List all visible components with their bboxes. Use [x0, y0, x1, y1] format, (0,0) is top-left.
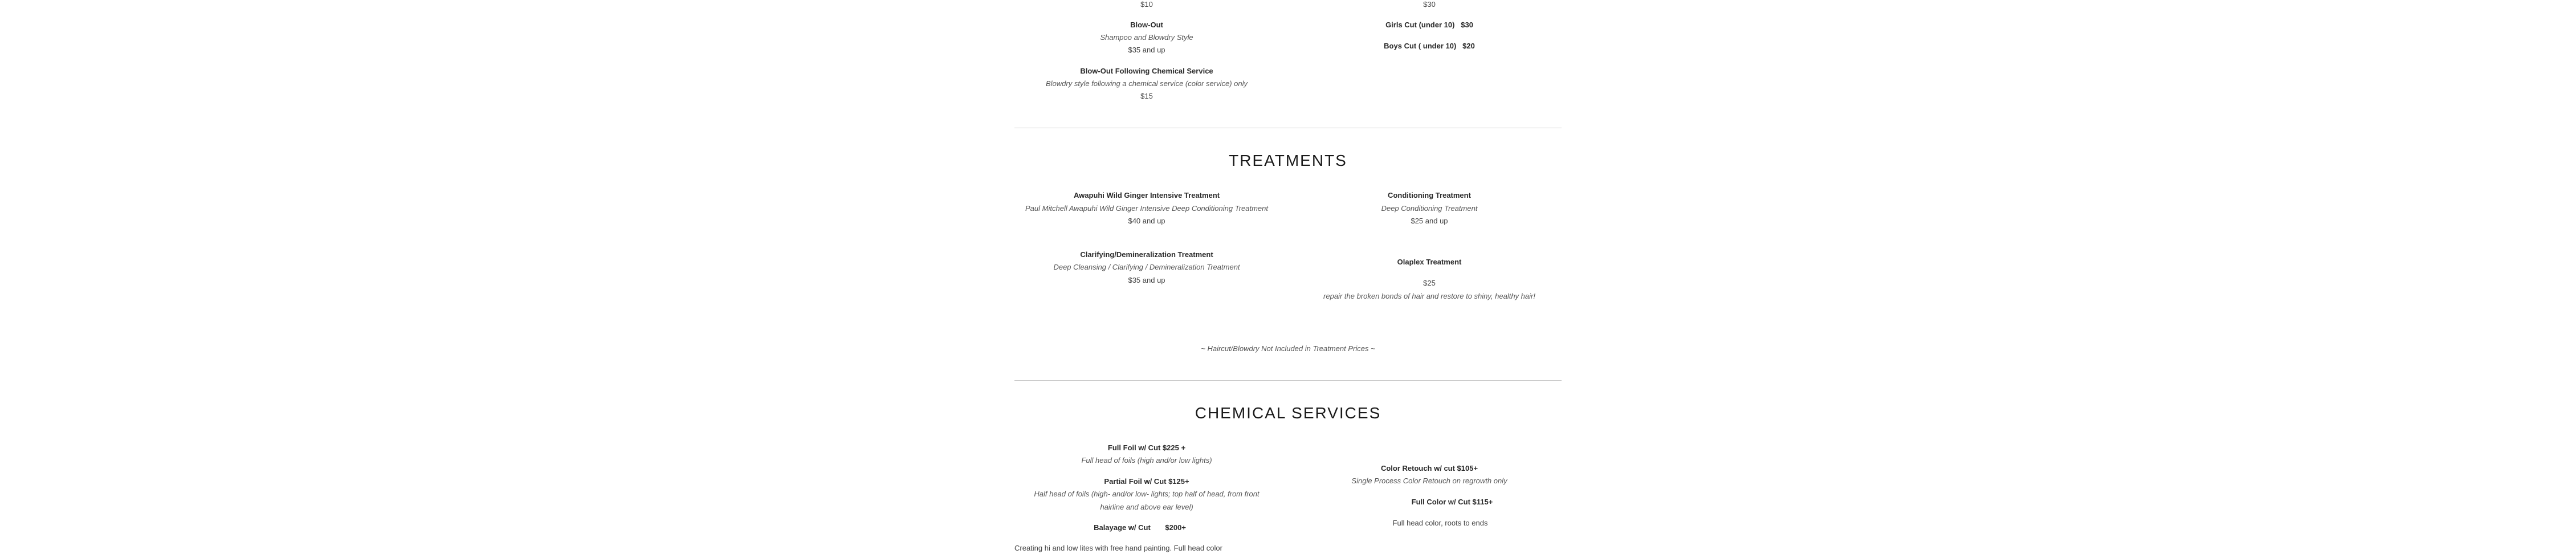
boys-cut: Boys Cut ( under 10) $20: [1384, 42, 1475, 50]
service-price: $40 and up: [1128, 217, 1165, 225]
service-title: Blow-Out Following Chemical Service: [1080, 67, 1213, 75]
service-title: Awapuhi Wild Ginger Intensive Treatment: [1073, 191, 1220, 199]
service-desc: Paul Mitchell Awapuhi Wild Ginger Intensive Deep Conditioning Treatment: [1025, 204, 1268, 213]
balayage-price: $200+: [1165, 523, 1186, 532]
service-desc: Deep Conditioning Treatment: [1381, 204, 1478, 213]
chemical-heading: CHEMICAL SERVICES: [1195, 404, 1381, 422]
service-desc: Full head color, roots to ends: [1392, 519, 1488, 527]
section-divider: [1014, 380, 1562, 381]
service-title: [1094, 523, 1186, 532]
price-prev-left: $10: [1140, 0, 1153, 9]
service-title: Blow-Out: [1130, 21, 1163, 29]
service-title: Olaplex Treatment: [1397, 258, 1462, 266]
service-desc: repair the broken bonds of hair and restore to shiny, healthy hair!: [1323, 292, 1535, 300]
service-desc: Blowdry style following a chemical service (color service) only: [1045, 79, 1248, 88]
service-price: $35 and up: [1128, 46, 1165, 54]
service-desc: hairline and above ear level): [1100, 503, 1193, 511]
service-price: $15: [1140, 92, 1153, 100]
service-desc: Single Process Color Retouch on regrowth only: [1351, 476, 1507, 485]
service-desc: Shampoo and Blowdry Style: [1100, 33, 1193, 42]
service-desc: Deep Cleansing / Clarifying / Demineralization Treatment: [1053, 263, 1240, 271]
service-desc: Full head of foils (high and/or low lights): [1081, 456, 1212, 465]
balayage-title: Balayage w/ Cut: [1094, 523, 1151, 532]
girls-cut: Girls Cut (under 10) $30: [1385, 21, 1473, 29]
price-prev-right: $30: [1423, 0, 1436, 9]
service-title: Full Color w/ Cut $115+: [1411, 498, 1493, 506]
service-price: $35 and up: [1128, 276, 1165, 284]
service-price: $25 and up: [1411, 217, 1448, 225]
service-desc: Half head of foils (high- and/or low- lights; top half of head, from front: [1034, 490, 1260, 498]
service-title: Conditioning Treatment: [1388, 191, 1471, 199]
treatments-note: ~ Haircut/Blowdry Not Included in Treatment Prices ~: [1201, 344, 1375, 353]
service-title: Clarifying/Demineralization Treatment: [1080, 250, 1213, 259]
service-desc: Creating hi and low lites with free hand painting. Full head color: [1014, 544, 1222, 552]
service-title: Color Retouch w/ cut $105+: [1380, 464, 1478, 473]
service-price: $25: [1423, 279, 1436, 287]
service-title: Full Foil w/ Cut $225 +: [1107, 443, 1186, 452]
service-title: Partial Foil w/ Cut $125+: [1104, 477, 1189, 486]
treatments-heading: TREATMENTS: [1229, 152, 1347, 169]
